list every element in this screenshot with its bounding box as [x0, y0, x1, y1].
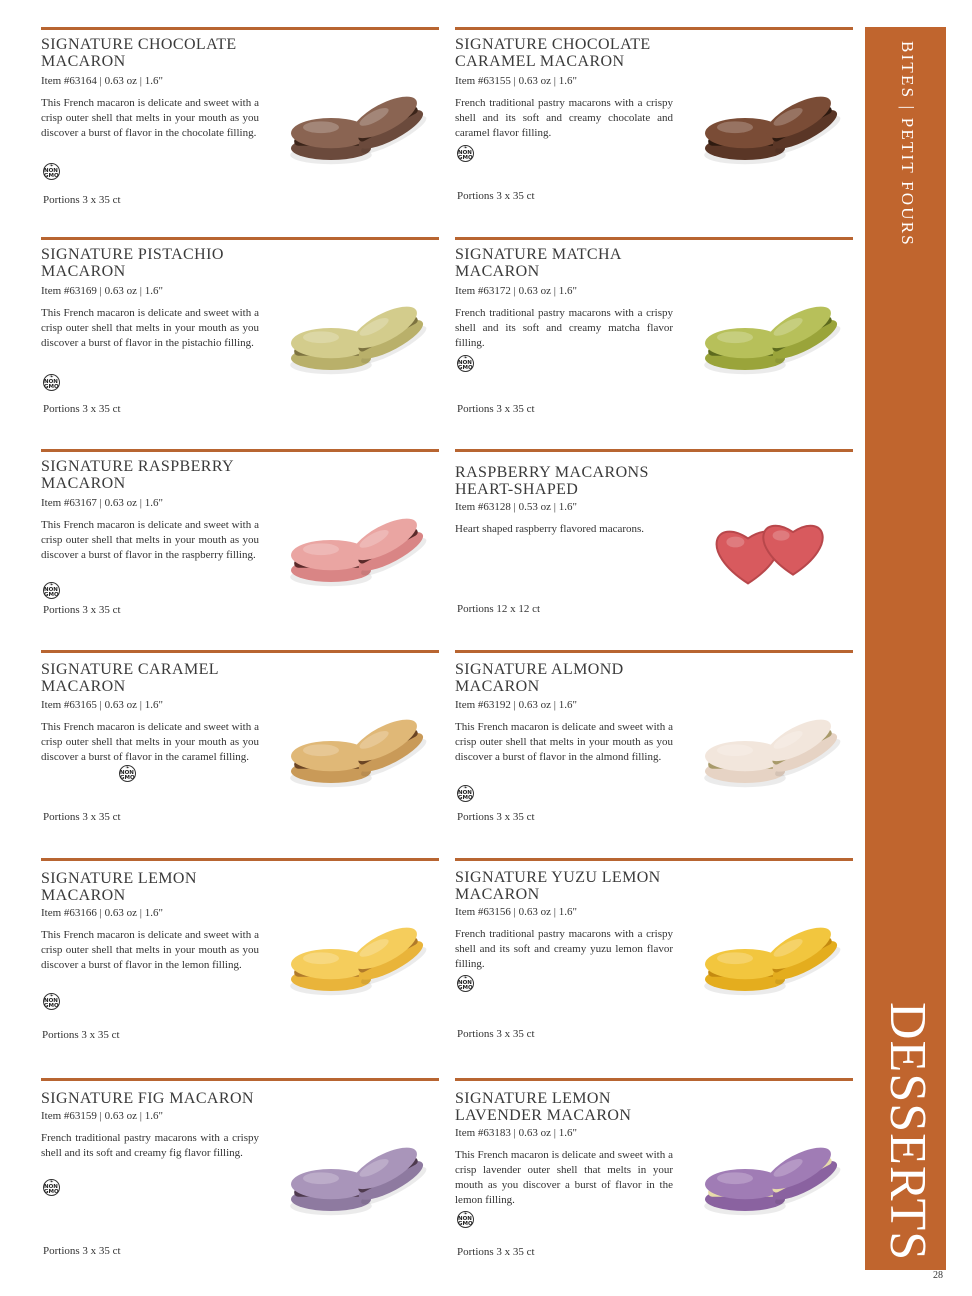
section-divider: [41, 650, 439, 653]
section-divider: [41, 27, 439, 30]
product-description: Heart shaped raspberry flavored macarons.: [455, 523, 645, 535]
macaron-photo: [279, 690, 439, 815]
macaron-photo: [693, 898, 853, 1023]
section-divider: [41, 449, 439, 452]
macaron-photo: [279, 489, 439, 614]
product-raspberry-macaron: [41, 449, 439, 649]
product-item-info: Item #63167 | 0.63 oz | 1.6": [41, 497, 163, 509]
product-yuzu-lemon-macaron: [455, 858, 853, 1058]
product-portions: Portions 3 x 35 ct: [43, 604, 121, 616]
product-item-info: Item #63164 | 0.63 oz | 1.6": [41, 75, 163, 87]
product-title: SIGNATURE MATCHA MACARON: [455, 246, 621, 280]
product-item-info: Item #63172 | 0.63 oz | 1.6": [455, 285, 577, 297]
product-lemon-macaron: [41, 858, 439, 1058]
non-gmo-icon: ❧ NON GMO: [44, 1179, 59, 1195]
subcategory-label: BITES | PETIT FOURS: [898, 41, 917, 247]
product-portions: Portions 3 x 35 ct: [43, 811, 121, 823]
non-gmo-icon: ❧ NON GMO: [44, 163, 59, 179]
product-item-info: Item #63183 | 0.63 oz | 1.6": [455, 1127, 577, 1139]
macaron-photo: [693, 1118, 853, 1243]
product-chocolate-caramel-macaron: [455, 27, 853, 227]
section-label: DESSERTS: [879, 1002, 936, 1262]
product-pistachio-macaron: [41, 237, 439, 437]
product-portions: Portions 3 x 35 ct: [43, 403, 121, 415]
product-title: SIGNATURE CHOCOLATE CARAMEL MACARON: [455, 36, 651, 70]
product-item-info: Item #63128 | 0.53 oz | 1.6": [455, 501, 577, 513]
product-item-info: Item #63166 | 0.63 oz | 1.6": [41, 907, 163, 919]
non-gmo-icon: ❧ NON GMO: [44, 582, 59, 598]
product-item-info: Item #63155 | 0.63 oz | 1.6": [455, 75, 577, 87]
product-description: This French macaron is delicate and sweet with a crisp outer shell that melts in your mouth as you discover a burst of flavor in the pistachio filling.: [41, 307, 259, 349]
product-description: This French macaron is delicate and sweet with a crisp lavender outer shell that melts in your mouth as you discover a burst of flavor in the lemon filling.: [455, 1149, 673, 1206]
macaron-photo: [279, 898, 439, 1023]
section-divider: [455, 1078, 853, 1081]
product-description: French traditional pastry macarons with a crispy shell and its soft and creamy chocolate and caramel flavor filling.: [455, 97, 673, 139]
product-caramel-macaron: [41, 650, 439, 850]
product-title: SIGNATURE PISTACHIO MACARON: [41, 246, 224, 280]
section-divider: [455, 27, 853, 30]
product-portions: Portions 3 x 35 ct: [457, 1028, 535, 1040]
product-title: SIGNATURE ALMOND MACARON: [455, 661, 624, 695]
non-gmo-icon: ❧ NON GMO: [458, 975, 473, 991]
product-portions: Portions 3 x 35 ct: [42, 1029, 120, 1041]
product-portions: Portions 3 x 35 ct: [43, 194, 121, 206]
product-portions: Portions 12 x 12 ct: [457, 603, 541, 615]
product-description: This French macaron is delicate and sweet with a crisp outer shell that melts in your mouth as you discover a burst of flavor in the caramel filling.: [41, 721, 259, 763]
page-number: 28: [933, 1270, 943, 1281]
product-portions: Portions 3 x 35 ct: [457, 811, 535, 823]
product-portions: Portions 3 x 35 ct: [457, 1246, 535, 1258]
product-description: French traditional pastry macarons with a crispy shell and its soft and creamy yuzu lemon flavor filling.: [455, 928, 673, 970]
macaron-photo: [693, 67, 853, 192]
non-gmo-icon: ❧ NON GMO: [458, 145, 473, 161]
category-sidebar: [865, 27, 946, 1270]
product-title: SIGNATURE LEMON MACARON: [41, 870, 197, 904]
non-gmo-icon: ❧ NON GMO: [458, 355, 473, 371]
section-divider: [455, 650, 853, 653]
non-gmo-icon: ❧ NON GMO: [44, 374, 59, 390]
product-fig-macaron: [41, 1078, 439, 1278]
product-title: SIGNATURE CARAMEL MACARON: [41, 661, 219, 695]
product-item-info: Item #63159 | 0.63 oz | 1.6": [41, 1110, 163, 1122]
non-gmo-icon: ❧ NON GMO: [44, 993, 59, 1009]
non-gmo-icon: ❧ NON GMO: [458, 1211, 473, 1227]
non-gmo-icon: ❧ NON GMO: [458, 785, 473, 801]
product-title: SIGNATURE RASPBERRY MACARON: [41, 458, 234, 492]
product-matcha-macaron: [455, 237, 853, 437]
section-divider: [41, 237, 439, 240]
product-title: SIGNATURE LEMON LAVENDER MACARON: [455, 1090, 632, 1124]
product-portions: Portions 3 x 35 ct: [457, 190, 535, 202]
product-description: This French macaron is delicate and sweet with a crisp outer shell that melts in your mouth as you discover a burst of flavor in the chocolate filling.: [41, 97, 259, 139]
product-description: This French macaron is delicate and sweet with a crisp outer shell that melts in your mouth as you discover a burst of flavor in the almond filling.: [455, 721, 673, 763]
product-almond-macaron: [455, 650, 853, 850]
section-divider: [41, 858, 439, 861]
product-title: RASPBERRY MACARONS HEART-SHAPED: [455, 464, 649, 498]
product-description: This French macaron is delicate and sweet with a crisp outer shell that melts in your mouth as you discover a burst of flavor in the raspberry filling.: [41, 519, 259, 561]
product-description: French traditional pastry macarons with a crispy shell and its soft and creamy fig flavor filling.: [41, 1132, 259, 1159]
non-gmo-icon: ❧ NON GMO: [120, 765, 135, 781]
macaron-photo: [279, 67, 439, 192]
product-item-info: Item #63165 | 0.63 oz | 1.6": [41, 699, 163, 711]
product-title: SIGNATURE YUZU LEMON MACARON: [455, 869, 661, 903]
product-portions: Portions 3 x 35 ct: [43, 1245, 121, 1257]
product-description: This French macaron is delicate and sweet with a crisp outer shell that melts in your mouth as you discover a burst of flavor in the lemon filling.: [41, 929, 259, 971]
product-title: SIGNATURE FIG MACARON: [41, 1090, 254, 1107]
macaron-photo: [279, 277, 439, 402]
macaron-photo: [693, 690, 853, 815]
product-item-info: Item #63169 | 0.63 oz | 1.6": [41, 285, 163, 297]
macaron-photo: [693, 277, 853, 402]
product-chocolate-macaron: [41, 27, 439, 227]
macaron-photo: [279, 1118, 439, 1243]
section-divider: [455, 449, 853, 452]
macaron-photo: [693, 489, 853, 614]
product-item-info: Item #63156 | 0.63 oz | 1.6": [455, 906, 577, 918]
product-description: French traditional pastry macarons with a crispy shell and its soft and creamy matcha flavor filling.: [455, 307, 673, 349]
section-divider: [41, 1078, 439, 1081]
section-divider: [455, 858, 853, 861]
product-portions: Portions 3 x 35 ct: [457, 403, 535, 415]
section-divider: [455, 237, 853, 240]
product-item-info: Item #63192 | 0.63 oz | 1.6": [455, 699, 577, 711]
product-lemon-lavender-macaron: [455, 1078, 853, 1278]
product-title: SIGNATURE CHOCOLATE MACARON: [41, 36, 237, 70]
product-raspberry-heart-macarons: [455, 449, 853, 649]
